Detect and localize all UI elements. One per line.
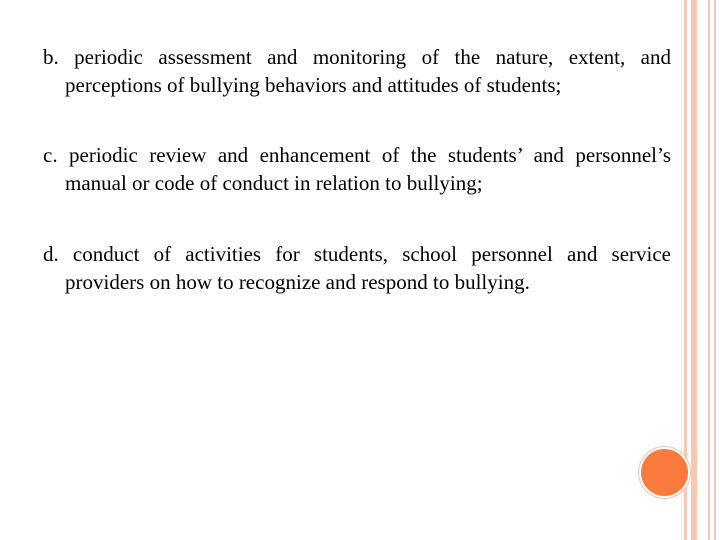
list-item-c: [43, 141, 671, 197]
decorative-rule: [708, 0, 710, 540]
orange-circle-icon: [641, 449, 688, 496]
list-item-d-text: d. conduct of activities for students, school personnel and service providers on how to recognize and respond to bullying.: [43, 242, 671, 294]
list-item-d: [43, 240, 671, 296]
list-item-b: [43, 43, 671, 99]
decorative-rule: [691, 0, 697, 540]
list-item-b-text: b. periodic assessment and monitoring of the nature, extent, and perceptions of bullying behaviors and attitudes of students;: [43, 45, 671, 97]
decorative-rule: [714, 0, 716, 540]
list-item-c-text: c. periodic review and enhancement of the students’ and personnel’s manual or code of conduct in relation to bullying;: [43, 143, 671, 195]
decorative-rule: [684, 0, 687, 540]
